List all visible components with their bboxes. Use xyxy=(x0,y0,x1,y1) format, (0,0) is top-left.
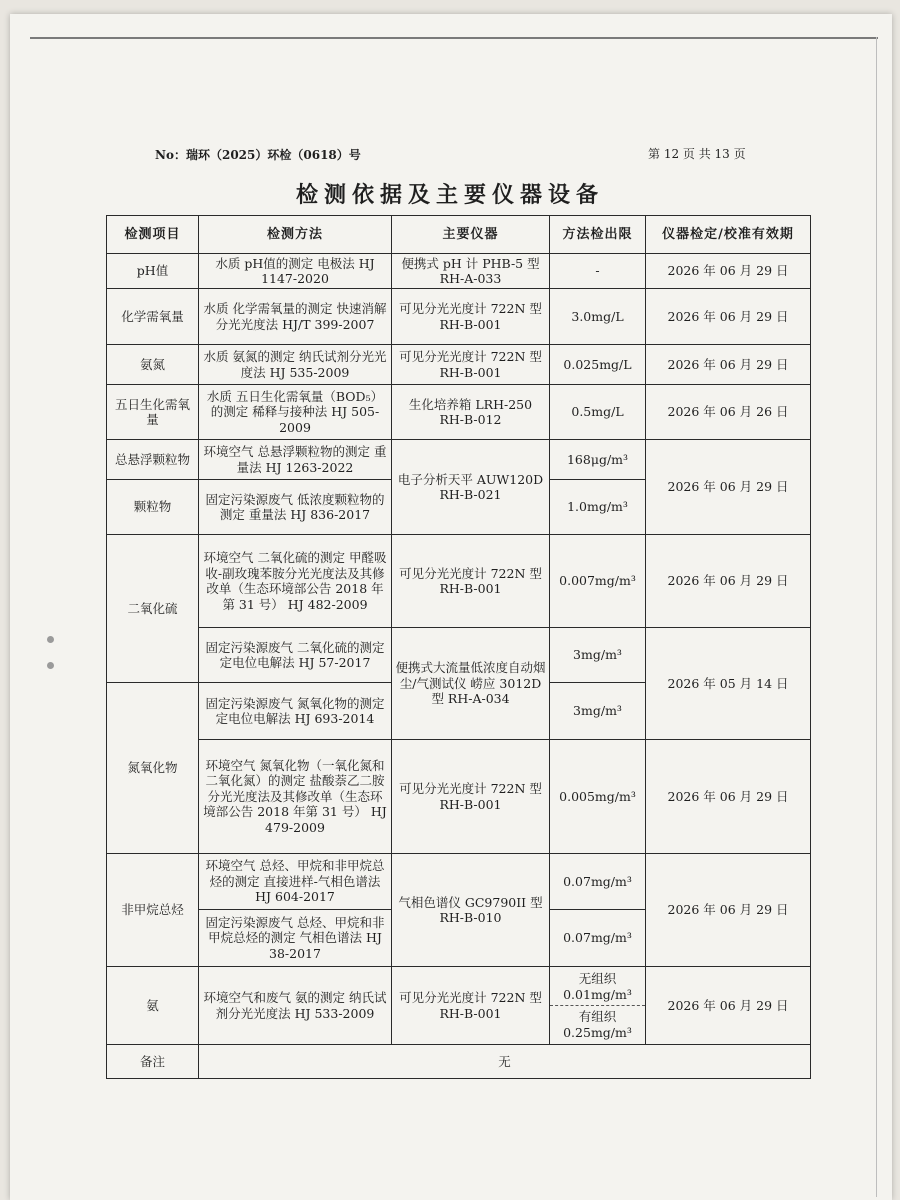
item-cell: 二氧化硫 xyxy=(107,535,199,683)
limit-cell xyxy=(550,967,646,1045)
limit-cell: 0.07mg/m³ xyxy=(550,910,646,967)
validity-cell: 2026 年 05 月 14 日 xyxy=(646,628,811,740)
validity-cell: 2026 年 06 月 29 日 xyxy=(646,535,811,628)
column-header: 仪器检定/校准有效期 xyxy=(646,216,811,254)
item-cell: 化学需氧量 xyxy=(107,289,199,345)
validity-cell: 2026 年 06 月 29 日 xyxy=(646,854,811,967)
table-row xyxy=(107,345,811,385)
validity-cell: 2026 年 06 月 26 日 xyxy=(646,385,811,440)
instrument-cell: 生化培养箱 LRH-250 RH-B-012 xyxy=(392,385,550,440)
report-number: No：瑞环（2025）环检（0618）号 xyxy=(155,148,361,162)
limit-cell: 1.0mg/m³ xyxy=(550,480,646,535)
page-edge xyxy=(876,37,877,1197)
limit-cell: 0.5mg/L xyxy=(550,385,646,440)
instrument-cell: 气相色谱仪 GC9790II 型 RH-B-010 xyxy=(392,854,550,967)
remark-value: 无 xyxy=(199,1045,811,1079)
method-cell: 固定污染源废气 二氧化硫的测定 定电位电解法 HJ 57-2017 xyxy=(199,628,392,683)
column-header: 主要仪器 xyxy=(392,216,550,254)
method-cell: 环境空气 总悬浮颗粒物的测定 重量法 HJ 1263-2022 xyxy=(199,440,392,480)
item-cell: 氮氧化物 xyxy=(107,683,199,854)
instrument-cell: 电子分析天平 AUW120D RH-B-021 xyxy=(392,440,550,535)
limit-organized: 有组织 0.25mg/m³ xyxy=(563,1009,632,1040)
method-cell: 固定污染源废气 氮氧化物的测定 定电位电解法 HJ 693-2014 xyxy=(199,683,392,740)
limit-unorganized: 无组织 0.01mg/m³ xyxy=(563,971,632,1002)
remark-row xyxy=(107,1045,811,1079)
instrument-cell: 可见分光光度计 722N 型 RH-B-001 xyxy=(392,740,550,854)
table-row xyxy=(107,385,811,440)
method-cell: 环境空气 二氧化硫的测定 甲醛吸收-副玫瑰苯胺分光光度法及其修改单（生态环境部公告 2018 年第 31 号） HJ 482-2009 xyxy=(199,535,392,628)
table-row xyxy=(107,740,811,854)
column-header: 方法检出限 xyxy=(550,216,646,254)
limit-cell: 0.07mg/m³ xyxy=(550,854,646,910)
column-header: 检测项目 xyxy=(107,216,199,254)
table-row xyxy=(107,289,811,345)
table-header-row xyxy=(107,216,811,254)
limit-cell: 168μg/m³ xyxy=(550,440,646,480)
punch-hole xyxy=(47,636,54,643)
item-cell: 氨氮 xyxy=(107,345,199,385)
instrument-cell: 便携式 pH 计 PHB-5 型 RH-A-033 xyxy=(392,254,550,289)
table-row xyxy=(107,628,811,683)
limit-cell: 0.007mg/m³ xyxy=(550,535,646,628)
item-cell: 五日生化需氧量 xyxy=(107,385,199,440)
instrument-cell: 可见分光光度计 722N 型 RH-B-001 xyxy=(392,967,550,1045)
table-row xyxy=(107,967,811,1045)
limit-cell: 3mg/m³ xyxy=(550,683,646,740)
method-cell: 固定污染源废气 总烃、甲烷和非甲烷总烃的测定 气相色谱法 HJ 38-2017 xyxy=(199,910,392,967)
table-row xyxy=(107,440,811,480)
limit-cell: 3mg/m³ xyxy=(550,628,646,683)
column-header: 检测方法 xyxy=(199,216,392,254)
equipment-table xyxy=(106,215,811,1079)
item-cell: 总悬浮颗粒物 xyxy=(107,440,199,480)
method-cell: 水质 pH值的测定 电极法 HJ 1147-2020 xyxy=(199,254,392,289)
page-indicator: 第 12 页 共 13 页 xyxy=(648,147,746,161)
item-cell: 非甲烷总烃 xyxy=(107,854,199,967)
validity-cell: 2026 年 06 月 29 日 xyxy=(646,289,811,345)
method-cell: 水质 氨氮的测定 纳氏试剂分光光度法 HJ 535-2009 xyxy=(199,345,392,385)
cell-divider xyxy=(550,1005,645,1006)
validity-cell: 2026 年 06 月 29 日 xyxy=(646,440,811,535)
limit-cell: - xyxy=(550,254,646,289)
limit-cell: 0.005mg/m³ xyxy=(550,740,646,854)
method-cell: 固定污染源废气 低浓度颗粒物的测定 重量法 HJ 836-2017 xyxy=(199,480,392,535)
method-cell: 环境空气 氮氧化物（一氧化氮和二氧化氮）的测定 盐酸萘乙二胺分光光度法及其修改单（生态环境部公告 2018 年第 31 号） HJ 479-2009 xyxy=(199,740,392,854)
validity-cell: 2026 年 06 月 29 日 xyxy=(646,254,811,289)
method-cell: 水质 化学需氧量的测定 快速消解分光光度法 HJ/T 399-2007 xyxy=(199,289,392,345)
table-row xyxy=(107,254,811,289)
method-cell: 环境空气 总烃、甲烷和非甲烷总烃的测定 直接进样-气相色谱法 HJ 604-2017 xyxy=(199,854,392,910)
page-title: 检测依据及主要仪器设备 xyxy=(295,182,604,208)
method-cell: 水质 五日生化需氧量（BOD₅）的测定 稀释与接种法 HJ 505-2009 xyxy=(199,385,392,440)
instrument-cell: 可见分光光度计 722N 型 RH-B-001 xyxy=(392,345,550,385)
limit-cell: 0.025mg/L xyxy=(550,345,646,385)
limit-cell: 3.0mg/L xyxy=(550,289,646,345)
top-rule xyxy=(30,37,878,39)
item-cell: pH值 xyxy=(107,254,199,289)
validity-cell: 2026 年 06 月 29 日 xyxy=(646,345,811,385)
instrument-cell: 可见分光光度计 722N 型 RH-B-001 xyxy=(392,535,550,628)
remark-label: 备注 xyxy=(107,1045,199,1079)
table-row xyxy=(107,535,811,628)
table-row xyxy=(107,854,811,910)
punch-hole xyxy=(47,662,54,669)
validity-cell: 2026 年 06 月 29 日 xyxy=(646,740,811,854)
method-cell: 环境空气和废气 氨的测定 纳氏试剂分光光度法 HJ 533-2009 xyxy=(199,967,392,1045)
item-cell: 颗粒物 xyxy=(107,480,199,535)
item-cell: 氨 xyxy=(107,967,199,1045)
validity-cell: 2026 年 06 月 29 日 xyxy=(646,967,811,1045)
instrument-cell: 便携式大流量低浓度自动烟尘/气测试仪 崂应 3012D 型 RH-A-034 xyxy=(392,628,550,740)
instrument-cell: 可见分光光度计 722N 型 RH-B-001 xyxy=(392,289,550,345)
